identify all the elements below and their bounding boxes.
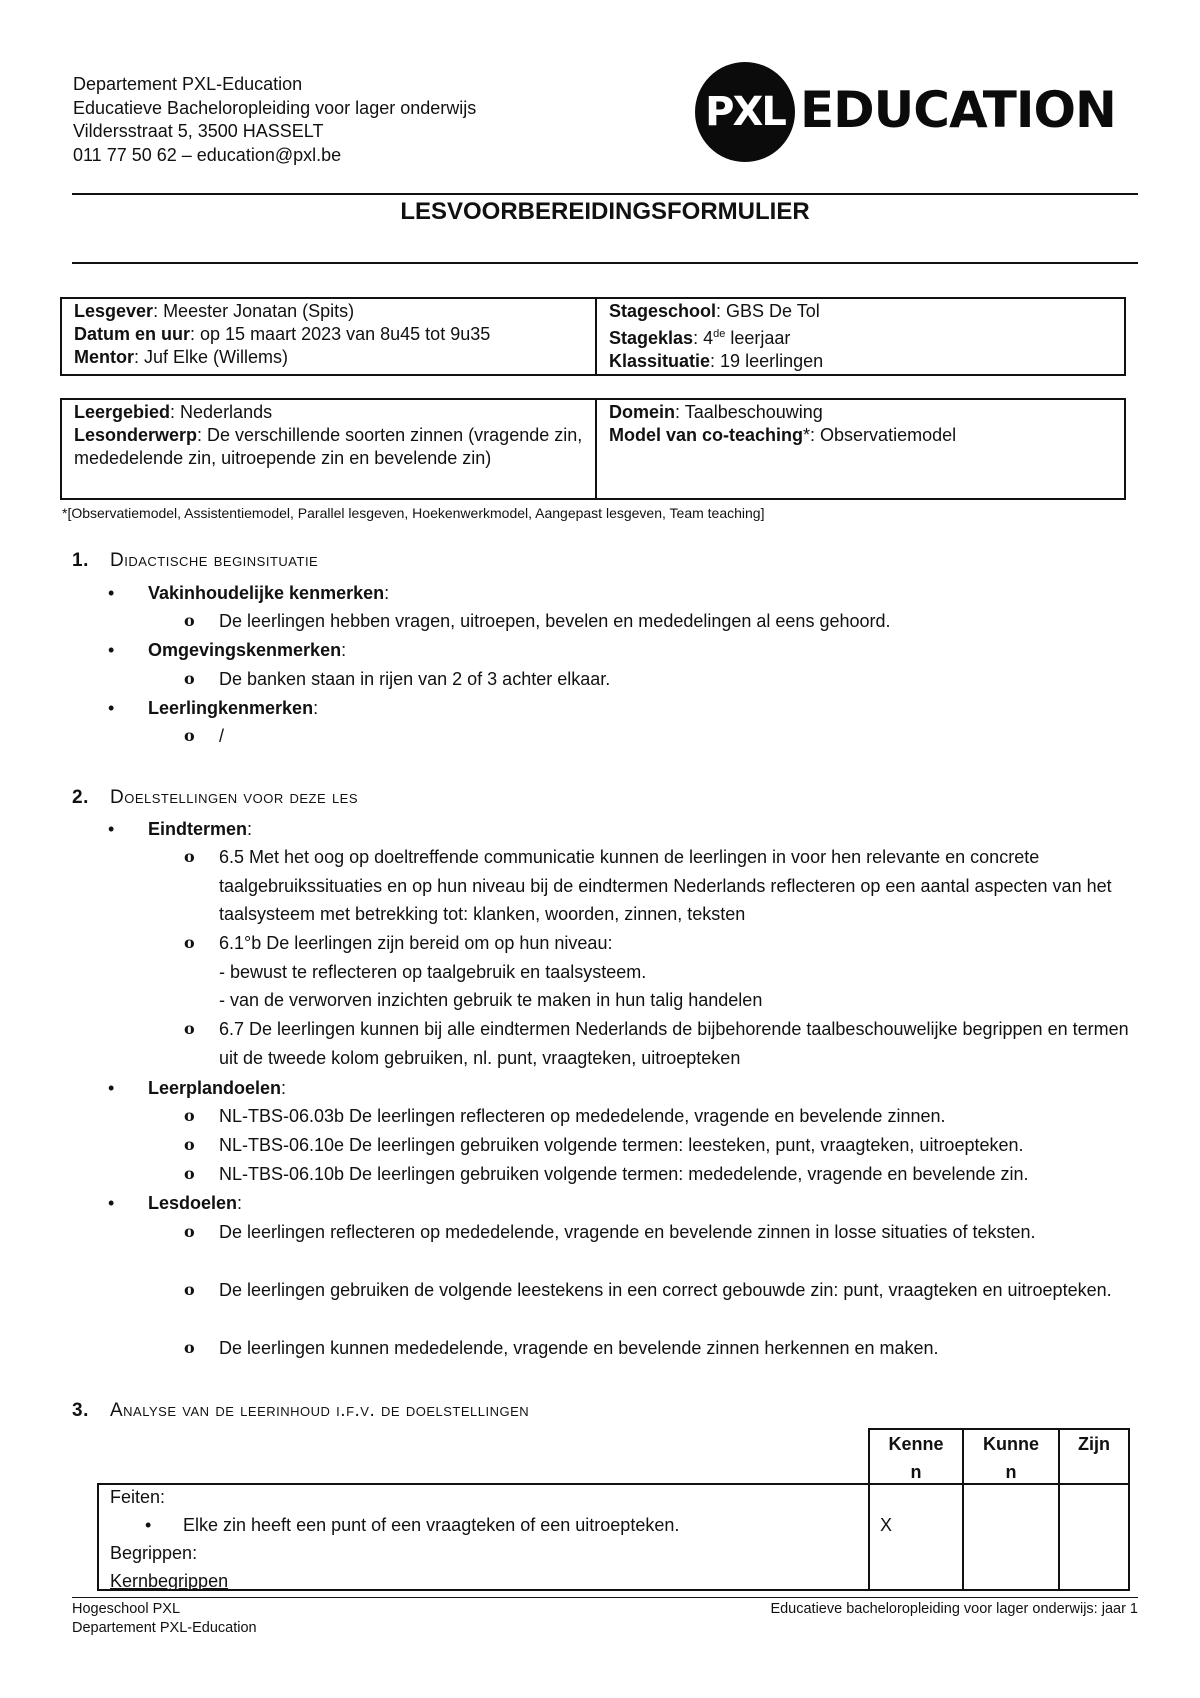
header-line-3: Vildersstraat 5, 3500 HASSELT bbox=[73, 121, 324, 141]
coteaching-footnote: *[Observatiemodel, Assistentiemodel, Parallel lesgeven, Hoekenwerkmodel, Aangepast lesgeven, Team teaching] bbox=[62, 505, 765, 521]
section-2-heading bbox=[72, 787, 358, 809]
stageklas-label: Stageklas bbox=[609, 328, 694, 348]
leergebied-label: Leergebied bbox=[74, 402, 171, 422]
sub-bullet-icon: o bbox=[184, 611, 195, 630]
feit-1-kennen-mark: X bbox=[880, 1515, 893, 1535]
lesdoel-1-text: De leerlingen reflecteren op mededelende, vragende en bevelende zinnen in losse situaties of teksten. bbox=[219, 1222, 1036, 1242]
sub-bullet-icon: o bbox=[184, 847, 195, 866]
sub-leerplandoel-3 bbox=[184, 1160, 1139, 1189]
sub-eindterm-3 bbox=[184, 1015, 1139, 1072]
vakinhoud-label: Vakinhoudelijke kenmerken bbox=[148, 583, 385, 603]
sub-bullet-icon: o bbox=[184, 933, 195, 952]
bullet-leerling: • Leerlingkenmerken: bbox=[108, 694, 318, 722]
col-divider-2 bbox=[962, 1483, 964, 1591]
domein-label: Domein bbox=[609, 402, 676, 422]
col-divider-3 bbox=[1058, 1483, 1060, 1591]
leerling-label: Leerlingkenmerken bbox=[148, 698, 314, 718]
stageklas-value: : 4 bbox=[693, 328, 714, 348]
bullet-omgeving: • Omgevingskenmerken: bbox=[108, 636, 346, 664]
section-3-title: Analyse van de leerinhoud i.f.v. de doelstellingen bbox=[110, 1400, 530, 1421]
header-kennen-text: Kenne n bbox=[888, 1434, 944, 1482]
lesdoelen-label: Lesdoelen bbox=[148, 1193, 238, 1213]
datum-value: : op 15 maart 2023 van 8u45 tot 9u35 bbox=[190, 324, 491, 344]
eindterm-1-text: 6.5 Met het oog op doeltreffende communicatie kunnen de leerlingen in voor hen relevante en concrete taalgebruikssituaties en op hun niveau bij de eindtermen Nederlands reflecteren op een aantal aspecten van het taalsysteem met betrekking tot: klanken, woorden, zinnen, teksten bbox=[219, 847, 1112, 925]
header-line-4: 011 77 50 62 – education@pxl.be bbox=[73, 145, 342, 165]
sub-leerling bbox=[184, 722, 1139, 751]
omgeving-label: Omgevingskenmerken bbox=[148, 640, 342, 660]
bullet-vakinhoud: • Vakinhoudelijke kenmerken: bbox=[108, 579, 389, 607]
section-2-number: 2. bbox=[72, 787, 89, 808]
analysis-header-kunnen bbox=[962, 1428, 1060, 1484]
footer-left-2: Departement PXL-Education bbox=[72, 1620, 257, 1636]
section-2-title: Doelstellingen voor deze les bbox=[110, 787, 359, 808]
footer-left-1: Hogeschool PXL bbox=[72, 1601, 181, 1617]
eindterm-2-line-c: - van de verworven inzichten gebruik te maken in hun talig handelen bbox=[219, 990, 763, 1011]
pxl-logo-circle: PXL bbox=[695, 62, 795, 162]
info-left-cell bbox=[61, 298, 596, 375]
title-rule bbox=[72, 262, 1138, 264]
sub-bullet-icon: o bbox=[184, 1019, 195, 1038]
header-line-1: Departement PXL-Education bbox=[73, 74, 303, 94]
stageschool-label: Stageschool bbox=[609, 301, 717, 321]
subject-left-cell bbox=[61, 399, 596, 499]
vakinhoud-text: De leerlingen hebben vragen, uitroepen, bevelen en mededelingen al eens gehoord. bbox=[219, 611, 891, 631]
bullet-icon: • bbox=[108, 698, 115, 718]
bullet-icon: • bbox=[145, 1515, 152, 1535]
bullet-icon: • bbox=[108, 1193, 115, 1213]
leerplandoel-1-text: NL-TBS-06.03b De leerlingen reflecteren op mededelende, vragende en bevelende zinnen. bbox=[219, 1106, 946, 1126]
leerplandoel-3-text: NL-TBS-06.10b De leerlingen gebruiken volgende termen: mededelende, vragende en bevelende zin. bbox=[219, 1164, 1029, 1184]
bullet-icon: • bbox=[108, 640, 115, 660]
sub-bullet-icon: o bbox=[184, 1338, 195, 1357]
klassituatie-label: Klassituatie bbox=[609, 351, 711, 371]
sub-lesdoel-2 bbox=[184, 1276, 1139, 1305]
sub-leerplandoel-2 bbox=[184, 1131, 1139, 1160]
eindterm-2-text: 6.1°b De leerlingen zijn bereid om op hun niveau: bbox=[219, 933, 613, 953]
lesgever-label: Lesgever bbox=[74, 301, 154, 321]
sub-bullet-icon: o bbox=[184, 1280, 195, 1299]
sub-leerplandoel-1 bbox=[184, 1102, 1139, 1131]
model-label: Model van co-teaching bbox=[609, 425, 804, 445]
begrippen-label: Begrippen: bbox=[110, 1543, 198, 1563]
bullet-icon: • bbox=[108, 819, 115, 839]
sub-bullet-icon: o bbox=[184, 1222, 195, 1241]
analysis-content-cell bbox=[110, 1483, 679, 1595]
bullet-eindtermen: • Eindtermen: bbox=[108, 815, 252, 843]
sub-eindterm-2 bbox=[184, 929, 1139, 1015]
sub-eindterm-1 bbox=[184, 843, 1139, 929]
leerplandoel-2-text: NL-TBS-06.10e De leerlingen gebruiken volgende termen: leesteken, punt, vraagteken, uitroepteken. bbox=[219, 1135, 1024, 1155]
datum-label: Datum en uur bbox=[74, 324, 191, 344]
info-table-general bbox=[60, 297, 1126, 376]
sub-bullet-icon: o bbox=[184, 1164, 195, 1183]
klassituatie-value: : 19 leerlingen bbox=[710, 351, 824, 371]
lesgever-value: : Meester Jonatan (Spits) bbox=[153, 301, 355, 321]
domein-value: : Taalbeschouwing bbox=[675, 402, 823, 422]
leerling-text: / bbox=[219, 726, 225, 746]
mentor-label: Mentor bbox=[74, 347, 134, 367]
analysis-header-zijn bbox=[1058, 1428, 1130, 1484]
section-3-heading bbox=[72, 1400, 529, 1422]
model-value: *: Observatiemodel bbox=[803, 425, 957, 445]
info-right-cell bbox=[596, 298, 1125, 375]
stageschool-value: : GBS De Tol bbox=[716, 301, 820, 321]
lesonderwerp-label: Lesonderwerp bbox=[74, 425, 198, 445]
bullet-icon: • bbox=[108, 583, 115, 603]
header-line-2: Educatieve Bacheloropleiding voor lager onderwijs bbox=[73, 98, 477, 118]
subject-right-cell bbox=[596, 399, 1125, 499]
info-table-subject bbox=[60, 398, 1126, 500]
section-3-number: 3. bbox=[72, 1400, 89, 1421]
header-kunnen-text: Kunne n bbox=[983, 1434, 1039, 1482]
eindterm-3-text: 6.7 De leerlingen kunnen bij alle eindtermen Nederlands de bijbehorende taalbeschouwelijke begrippen en termen uit de tweede kolom gebruiken, nl. punt, vraagteken, uitroepteken bbox=[219, 1019, 1129, 1068]
eindterm-2-line-b: - bewust te reflecteren op taalgebruik en taalsysteem. bbox=[219, 961, 647, 982]
omgeving-text: De banken staan in rijen van 2 of 3 achter elkaar. bbox=[219, 669, 611, 689]
header-zijn-text: Zijn bbox=[1078, 1434, 1110, 1454]
bullet-leerplandoelen: • Leerplandoelen: bbox=[108, 1074, 286, 1102]
pxl-education-logo bbox=[695, 58, 1135, 166]
sub-bullet-icon: o bbox=[184, 726, 195, 745]
section-1-number: 1. bbox=[72, 550, 89, 571]
sub-bullet-icon: o bbox=[184, 669, 195, 688]
section-1-title: Didactische beginsituatie bbox=[110, 550, 319, 571]
mentor-value: : Juf Elke (Willems) bbox=[134, 347, 289, 367]
leerplandoelen-label: Leerplandoelen bbox=[148, 1078, 282, 1098]
feit-1-text: Elke zin heeft een punt of een vraagteken of een uitroepteken. bbox=[183, 1515, 680, 1535]
eindtermen-label: Eindtermen bbox=[148, 819, 248, 839]
stageklas-sup: de bbox=[713, 328, 726, 340]
footer-right: Educatieve bacheloropleiding voor lager onderwijs: jaar 1 bbox=[770, 1601, 1138, 1617]
stageklas-post: leerjaar bbox=[725, 328, 791, 348]
feiten-label: Feiten: bbox=[110, 1487, 166, 1507]
bullet-icon: • bbox=[108, 1078, 115, 1098]
analysis-header-kennen bbox=[868, 1428, 964, 1484]
footer-rule bbox=[72, 1597, 1138, 1598]
section-1-heading bbox=[72, 550, 318, 572]
lesdoel-3-text: De leerlingen kunnen mededelende, vragende en bevelende zinnen herkennen en maken. bbox=[219, 1338, 939, 1358]
sub-bullet-icon: o bbox=[184, 1135, 195, 1154]
sub-lesdoel-1 bbox=[184, 1218, 1139, 1247]
kernbegrippen-label: Kernbegrippen bbox=[110, 1571, 229, 1591]
sub-lesdoel-3 bbox=[184, 1334, 1139, 1363]
sub-omgeving bbox=[184, 665, 1139, 694]
page-title: LESVOORBEREIDINGSFORMULIER bbox=[400, 198, 810, 225]
sub-vakinhoud bbox=[184, 607, 1139, 636]
lesonderwerp-value: : De verschillende soorten zinnen (vragende zin, mededelende zin, uitroepende zin en bevelende zin) bbox=[74, 425, 583, 468]
sub-bullet-icon: o bbox=[184, 1106, 195, 1125]
col-divider-1 bbox=[868, 1483, 870, 1591]
lesdoel-2-text: De leerlingen gebruiken de volgende leestekens in een correct gebouwde zin: punt, vraagteken en uitroepteken. bbox=[219, 1280, 1112, 1300]
top-rule bbox=[72, 193, 1138, 195]
education-logo-text: EDUCATION bbox=[800, 81, 1116, 139]
leergebied-value: : Nederlands bbox=[170, 402, 273, 422]
bullet-lesdoelen: • Lesdoelen: bbox=[108, 1189, 242, 1217]
